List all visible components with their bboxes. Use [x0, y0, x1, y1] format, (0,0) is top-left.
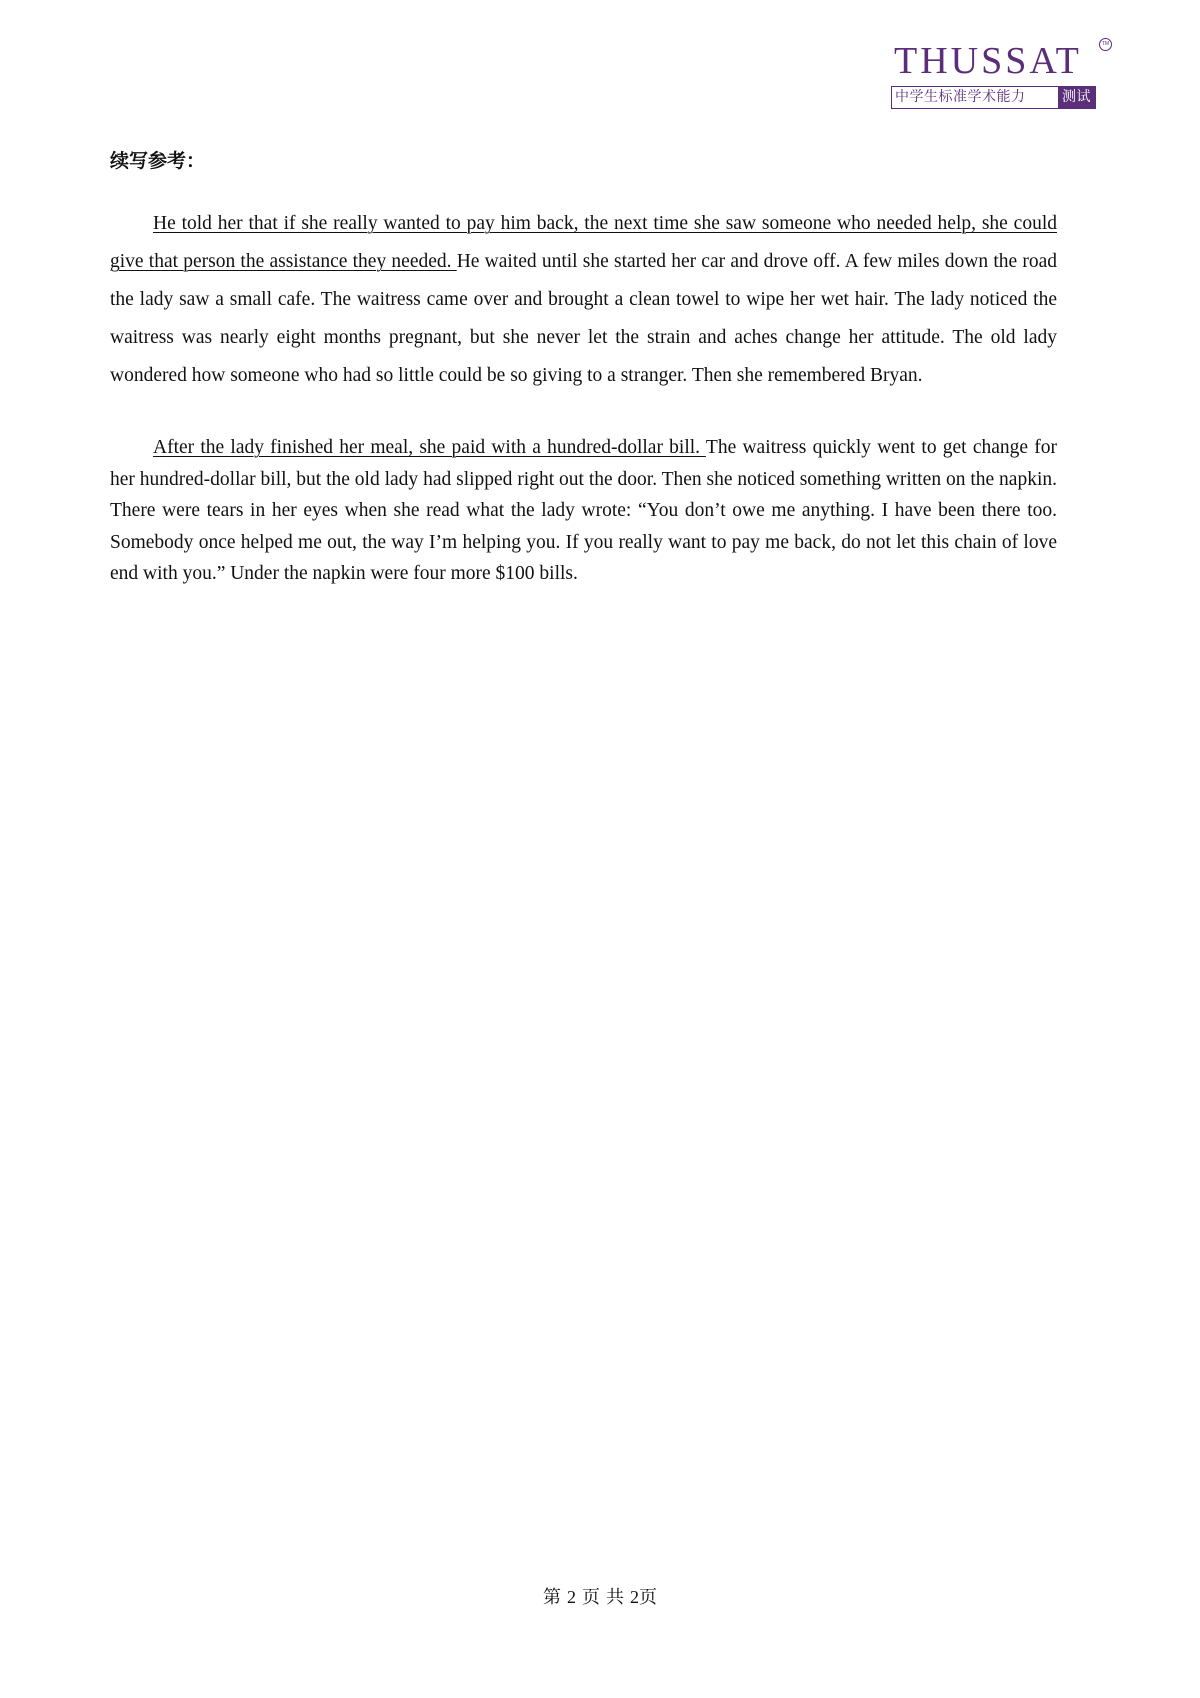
footer-page-number: 2 — [567, 1587, 576, 1607]
underlined-opening-sentence: After the lady finished her meal, she paid with a hundred-dollar bill. — [153, 437, 706, 458]
paragraph-body: He waited until she started her car and drove off. A few miles down the road the lady saw a small cafe. The waitress came over and brought a clean towel to wipe her wet hair. The lady noticed the waitress was nearly eight months pregnant, but she never let the strain and aches change her attitude. The old lady wondered how someone who had so little could be so giving to a stranger. Then she remembered Bryan. — [110, 251, 1057, 386]
logo-subtitle: 中学生标准学术能力 — [895, 89, 1026, 105]
paragraph-2 — [110, 432, 1057, 590]
page-footer — [0, 1588, 1200, 1606]
underlined-opening-sentence: He told her that if she really wanted to pay him back, the next time she saw someone who needed help, she could give that person the assistance they needed. — [110, 213, 1057, 272]
trademark-icon: TM — [1099, 38, 1112, 51]
thussat-logo — [890, 38, 1112, 110]
footer-label-unit: 页 — [582, 1587, 600, 1607]
paragraph-1 — [110, 205, 1057, 395]
footer-total-pages: 2页 — [630, 1587, 657, 1607]
paragraph-body: The waitress quickly went to get change for her hundred-dollar bill, but the old lady had slipped right out the door. Then she noticed something written on the napkin. There were tears in her eyes when she read what the lady wrote: “You don’t owe me anything. I have been there too. Somebody once helped me out, the way I’m helping you. If you really want to pay me back, do not let this chain of love end with you.” Under the napkin were four more $100 bills. — [110, 437, 1057, 585]
logo-subtitle-box — [891, 86, 1096, 109]
footer-label-page: 第 — [543, 1587, 561, 1607]
logo-tag: 测试 — [1058, 87, 1095, 108]
footer-label-total: 共 — [606, 1587, 624, 1607]
logo-wordmark: THUSSAT — [894, 40, 1082, 82]
section-heading: 续写参考： — [110, 150, 206, 172]
